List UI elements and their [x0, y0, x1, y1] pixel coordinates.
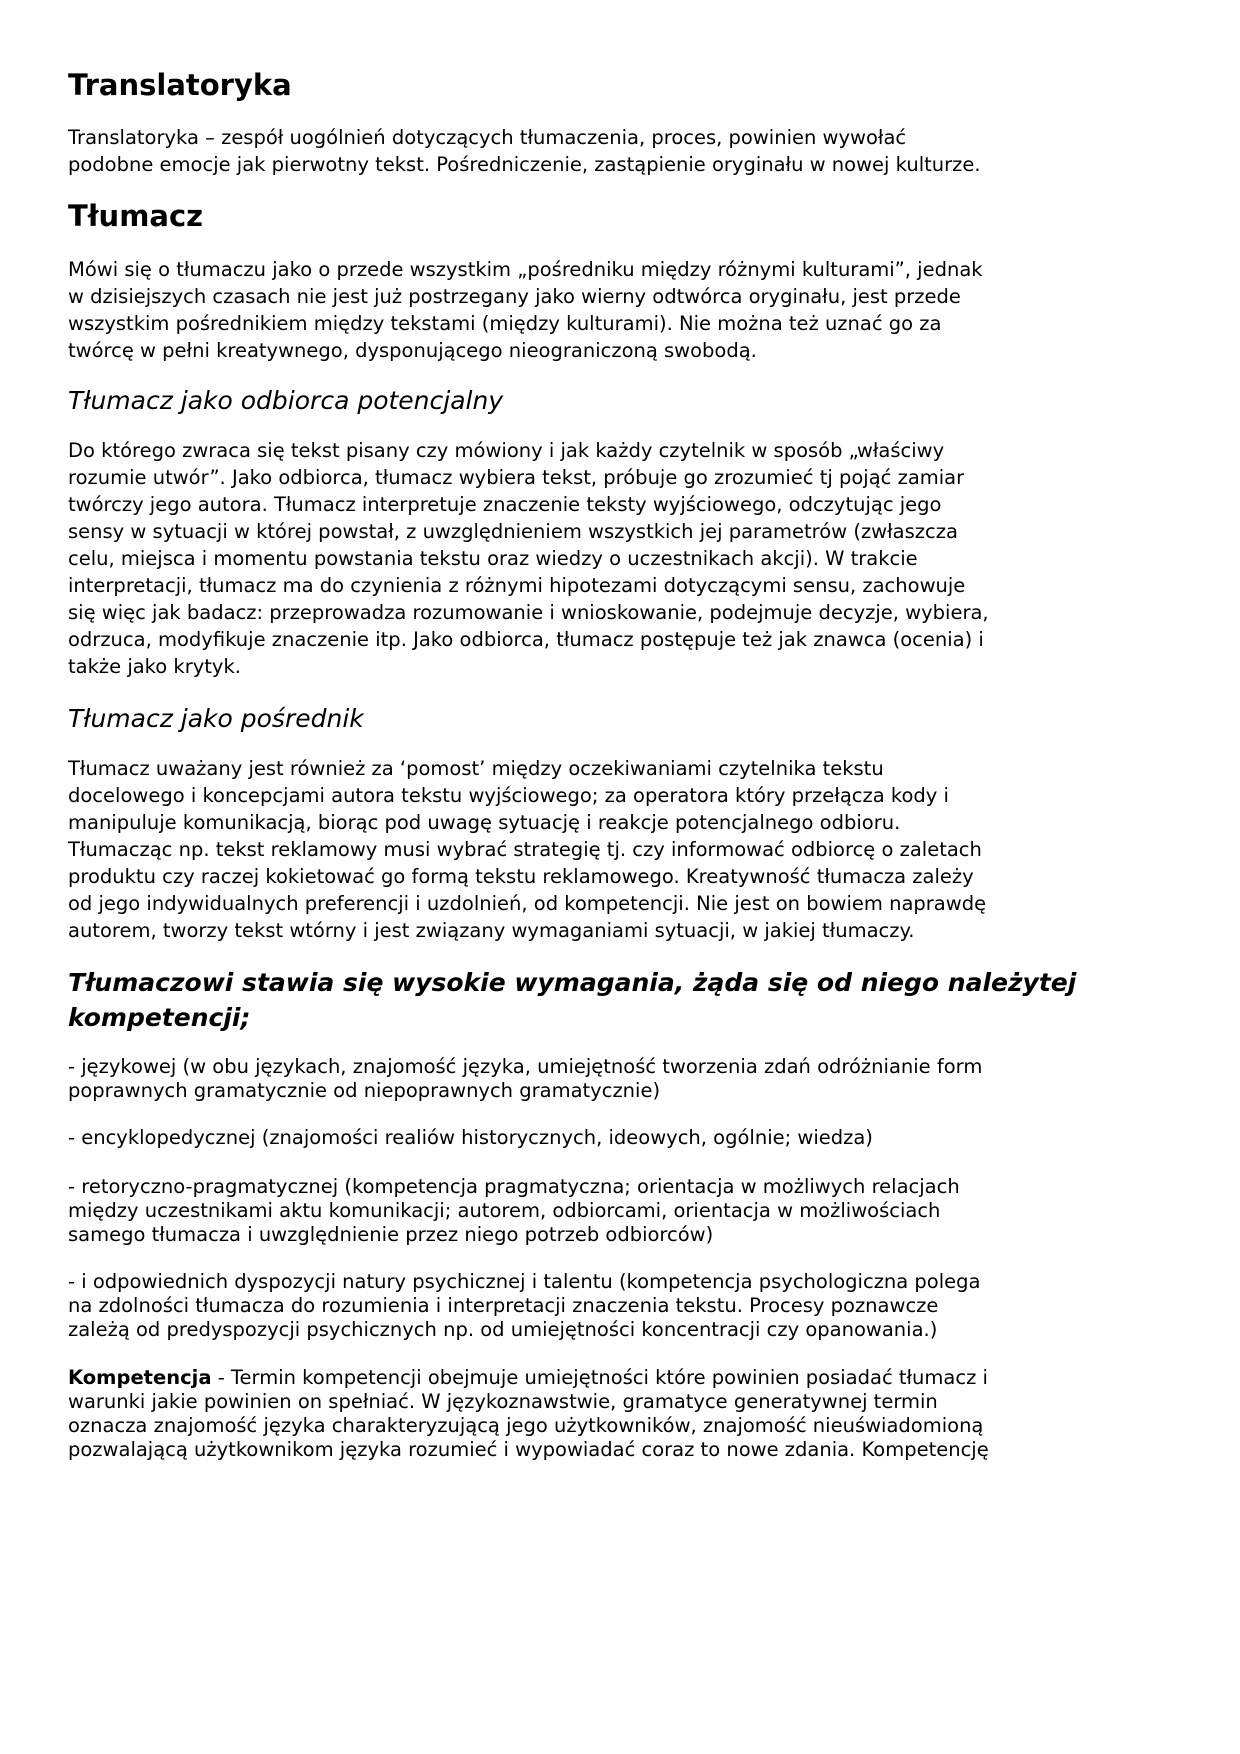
paragraph-line: samego tłumacza i uwzględnienie przez niego potrzeb odbiorców) [68, 1223, 714, 1246]
paragraph-line: autorem, tworzy tekst wtórny i jest związany wymaganiami sytuacji, w jakiej tłumaczy. [68, 919, 915, 942]
paragraph-kompetencja [68, 1366, 989, 1462]
paragraph-line: poprawnych gramatycznie od niepoprawnych gramatycznie) [68, 1079, 661, 1102]
paragraph-line: się więc jak badacz: przeprowadza rozumowanie i wnioskowanie, podejmuje decyzje, wybiera, [68, 601, 989, 624]
paragraph-posrednik [68, 755, 986, 944]
paragraph-line: interpretacji, tłumacz ma do czynienia z różnymi hipotezami dotyczącymi sensu, zachowuje [68, 574, 966, 597]
list-item-encyklopedyczna [68, 1126, 873, 1150]
heading-line: kompetencji; [68, 1003, 251, 1032]
paragraph-line: odrzuca, modyfikuje znaczenie itp. Jako odbiorca, tłumacz postępuje też jak znawca (ocenia) i [68, 628, 984, 651]
paragraph-odbiorca [68, 437, 989, 680]
paragraph-line: wszystkim pośrednikiem między tekstami (między kulturami). Nie można też uznać go za [68, 312, 942, 335]
heading-text: Tłumacz [68, 199, 204, 233]
paragraph-line: rozumie utwór”. Jako odbiorca, tłumacz wybiera tekst, próbuje go zrozumieć tj pojąć zamiar [68, 466, 965, 489]
paragraph-line: Tłumacząc np. tekst reklamowy musi wybrać strategię tj. czy informować odbiorcę o zaletach [68, 838, 982, 861]
paragraph-line: na zdolności tłumacza do rozumienia i interpretacji znaczenia tekstu. Procesy poznawcze [68, 1294, 939, 1317]
paragraph-line: twórcę w pełni kreatywnego, dysponującego nieograniczoną swobodą. [68, 339, 757, 362]
heading-tlumacz [68, 199, 203, 233]
paragraph-line: od jego indywidualnych preferencji i uzdolnień, od kompetencji. Nie jest on bowiem naprawdę [68, 892, 987, 915]
term-bold: Kompetencja [68, 1366, 212, 1389]
paragraph-line: twórczy jego autora. Tłumacz interpretuje znaczenie teksty wyjściowego, odczytując jego [68, 493, 942, 516]
paragraph-line: - encyklopedycznej (znajomości realiów historycznych, ideowych, ogólnie; wiedza) [68, 1126, 873, 1149]
paragraph-line: produktu czy raczej kokietować go formą tekstu reklamowego. Kreatywność tłumacza zależy [68, 865, 974, 888]
paragraph-line: - retoryczno-pragmatycznej (kompetencja pragmatyczna; orientacja w możliwych relacjach [68, 1175, 960, 1198]
heading-text: Translatoryka [68, 68, 292, 102]
paragraph-line [68, 1366, 989, 1390]
paragraph-line: manipuluje komunikacją, biorąc pod uwagę sytuację i reakcje potencjalnego odbioru. [68, 811, 901, 834]
heading-text: Tłumacz jako pośrednik [68, 704, 364, 733]
list-item-jezykowa [68, 1055, 982, 1103]
definition-text: - Termin kompetencji obejmuje umiejętności które powinien posiadać tłumacz i [211, 1366, 988, 1389]
paragraph-line: Mówi się o tłumaczu jako o przede wszystkim „pośredniku między różnymi kulturami”, jednak [68, 258, 983, 281]
list-item-retoryczno-pragmatyczna [68, 1175, 960, 1247]
paragraph-line: także jako krytyk. [68, 655, 241, 678]
paragraph-line: - i odpowiednich dyspozycji natury psychicznej i talentu (kompetencja psychologiczna polega [68, 1270, 981, 1293]
paragraph-line: Tłumacz uważany jest również za ‘pomost’ między oczekiwaniami czytelnika tekstu [68, 757, 884, 780]
paragraph-line: między uczestnikami aktu komunikacji; autorem, odbiorcami, orientacja w możliwościach [68, 1199, 941, 1222]
paragraph-line: zależą od predyspozycji psychicznych np. od umiejętności koncentracji czy opanowania.) [68, 1318, 938, 1341]
paragraph-line: podobne emocje jak pierwotny tekst. Pośredniczenie, zastąpienie oryginału w nowej kulturze. [68, 153, 981, 176]
list-item-psychologiczna [68, 1270, 980, 1342]
paragraph-line: sensy w sytuacji w której powstał, z uwzględnieniem wszystkich jej parametrów (zwłaszcza [68, 520, 958, 543]
paragraph-translatoryka [68, 124, 981, 178]
paragraph-line: oznacza znajomość języka charakteryzującą jego użytkowników, znajomość nieuświadomioną [68, 1414, 984, 1437]
paragraph-line: Do którego zwraca się tekst pisany czy mówiony i jak każdy czytelnik w sposób „właściwy [68, 439, 945, 462]
heading-odbiorca [68, 383, 503, 418]
paragraph-line: - językowej (w obu językach, znajomość języka, umiejętność tworzenia zdań odróżnianie form [68, 1055, 983, 1078]
paragraph-rest [68, 1390, 989, 1462]
paragraph-line: Translatoryka – zespół uogólnień dotyczących tłumaczenia, proces, powinien wywołać [68, 126, 907, 149]
paragraph-line: w dzisiejszych czasach nie jest już postrzegany jako wierny odtwórca oryginału, jest przede [68, 285, 961, 308]
heading-text: Tłumacz jako odbiorca potencjalny [68, 386, 504, 415]
heading-line: Tłumaczowi stawia się wysokie wymagania, żąda się od niego należytej [68, 968, 1077, 997]
heading-posrednik [68, 701, 364, 736]
paragraph-line: warunki jakie powinien on spełniać. W językoznawstwie, gramatyce generatywnej termin [68, 1390, 938, 1413]
heading-wymagania [68, 965, 1076, 1035]
paragraph-tlumacz [68, 256, 983, 364]
paragraph-line: pozwalającą użytkownikom języka rozumieć i wypowiadać coraz to nowe zdania. Kompetencję [68, 1438, 989, 1461]
paragraph-line: docelowego i koncepcjami autora tekstu wyjściowego; za operatora który przełącza kody i [68, 784, 949, 807]
heading-translatoryka [68, 68, 292, 102]
paragraph-line: celu, miejsca i momentu powstania tekstu oraz wiedzy o uczestnikach akcji). W trakcie [68, 547, 918, 570]
